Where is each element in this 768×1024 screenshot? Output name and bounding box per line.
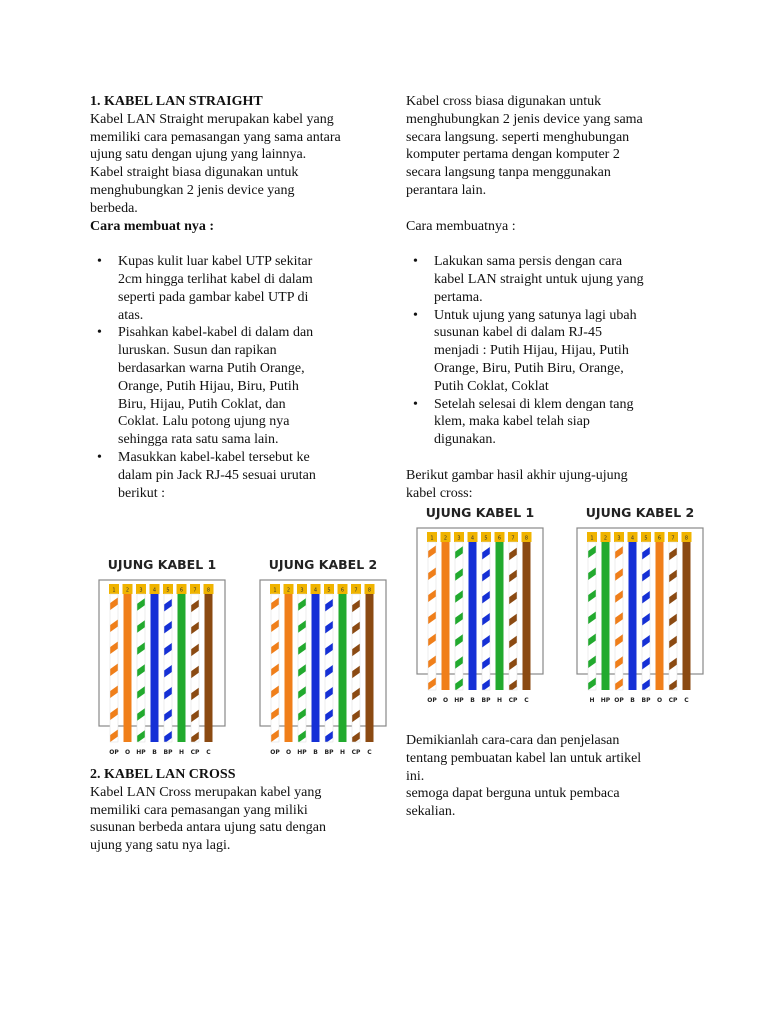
text-line: menghubungkan 2 jenis device yang sama (406, 111, 643, 127)
text-line: berikut : (118, 485, 166, 501)
pin-number: 3 (300, 587, 304, 594)
subheading-cara-membuat: Cara membuat nya : (90, 218, 215, 234)
wire-7 (352, 594, 360, 742)
wire-label: HP (136, 749, 146, 756)
text-line: komputer pertama dengan komputer 2 (406, 147, 620, 163)
wire-4 (151, 594, 159, 742)
cross-cable-diagram-2-svg (570, 500, 710, 710)
wire-5 (325, 594, 333, 742)
wire-8 (523, 542, 531, 690)
wire-4 (469, 542, 477, 690)
wire-1 (588, 542, 596, 690)
text-line: semoga dapat berguna untuk pembaca (406, 786, 620, 802)
list-item (406, 307, 706, 396)
text-line: • Setelah selesai di klem dengan tang (434, 396, 634, 412)
wire-label: B (313, 749, 318, 756)
wire-label: H (339, 749, 346, 756)
closing-text (406, 732, 706, 821)
text-line: • Masukkan kabel-kabel tersebut ke (118, 449, 310, 465)
wire-label: CP (668, 697, 678, 704)
wire-label: O (656, 697, 663, 704)
wire-label: BP (481, 697, 491, 704)
text-line: Coklat. Lalu potong ujung nya (118, 414, 290, 430)
text-line: dalam pin Jack RJ-45 sesuai urutan (118, 467, 316, 483)
wire-3 (615, 542, 623, 690)
wire-label: CP (351, 749, 361, 756)
text-line: berdasarkan warna Putih Orange, (118, 360, 305, 376)
left-column-top (90, 93, 380, 502)
pin-number: 5 (327, 587, 331, 594)
pin-number: 2 (603, 535, 608, 542)
wire-8 (683, 542, 691, 690)
wire-7 (191, 594, 199, 742)
right-column-bottom (406, 732, 706, 821)
wire-2 (602, 542, 610, 690)
wire-label: C (367, 749, 372, 756)
wire-4 (629, 542, 637, 690)
wire-label: C (206, 749, 211, 756)
cross-cable-diagram-2 (570, 500, 710, 710)
left-column-bottom (90, 766, 380, 855)
pin-number: 8 (524, 535, 529, 542)
text-line: memiliki cara pemasangan yang sama antara (90, 129, 341, 145)
pin-number: 1 (112, 587, 116, 594)
text-line: • Lakukan sama persis dengan cara (434, 254, 623, 270)
list-item (90, 253, 380, 324)
straight-cable-diagram-2 (253, 552, 393, 762)
wire-6 (496, 542, 504, 690)
text-line: luruskan. Susun dan rapikan (118, 343, 277, 359)
wire-label: OP (427, 697, 437, 704)
pin-number: 5 (484, 535, 488, 542)
wire-label: C (684, 697, 689, 704)
heading-straight: 1. KABEL LAN STRAIGHT (90, 94, 263, 109)
wire-label: O (285, 749, 292, 756)
diagram-title: UJUNG KABEL 1 (425, 505, 535, 520)
wire-7 (509, 542, 517, 690)
heading-cross: 2. KABEL LAN CROSS (90, 767, 236, 782)
diagram-title: UJUNG KABEL 1 (107, 557, 217, 572)
pin-number: 2 (286, 587, 291, 594)
pin-number: 1 (430, 535, 434, 542)
wire-label: B (470, 697, 475, 704)
text-line: Biru, Hijau, Putih Coklat, dan (118, 396, 286, 412)
text-line: Kabel cross biasa digunakan untuk (406, 94, 602, 109)
text-line: susunan kabel di dalam RJ-45 (434, 325, 602, 341)
wire-5 (642, 542, 650, 690)
pin-number: 5 (166, 587, 170, 594)
diagram-title: UJUNG KABEL 2 (268, 557, 378, 572)
text-line: ini. (406, 768, 425, 784)
wire-label: O (124, 749, 131, 756)
wire-label: BP (324, 749, 334, 756)
pin-number: 2 (125, 587, 130, 594)
text-line: tentang pembuatan kabel lan untuk artikel (406, 750, 642, 766)
cross-image-intro (406, 467, 706, 503)
pin-number: 7 (671, 535, 675, 542)
pin-number: 8 (684, 535, 689, 542)
pin-number: 4 (630, 535, 635, 542)
text-line: seperti pada gambar kabel UTP di (118, 289, 309, 305)
text-line: klem, maka kabel telah siap (434, 414, 590, 430)
text-line: sehingga rata satu sama lain. (118, 432, 279, 448)
wire-2 (124, 594, 132, 742)
wire-label: H (178, 749, 185, 756)
list-item (90, 324, 380, 449)
wire-3 (298, 594, 306, 742)
pin-number: 8 (367, 587, 372, 594)
text-line: menjadi : Putih Hijau, Hijau, Putih (434, 343, 629, 359)
wire-label: HP (297, 749, 307, 756)
pin-number: 7 (193, 587, 197, 594)
wire-label: O (442, 697, 449, 704)
text-line: Orange, Putih Hijau, Biru, Putih (118, 378, 299, 394)
cross-description (90, 784, 380, 855)
text-line: Kabel LAN Cross merupakan kabel yang (90, 784, 322, 800)
wire-label: BP (641, 697, 651, 704)
pin-number: 2 (443, 535, 448, 542)
text-line: digunakan. (434, 432, 496, 448)
subheading-cara-membuatnya: Cara membuatnya : (406, 218, 516, 234)
text-line: pertama. (434, 289, 483, 305)
straight-cable-diagram-2-svg (253, 552, 393, 762)
wire-6 (339, 594, 347, 742)
wire-1 (271, 594, 279, 742)
pin-number: 1 (590, 535, 594, 542)
straight-cable-diagram-1 (92, 552, 232, 762)
wire-5 (164, 594, 172, 742)
wire-label: OP (614, 697, 624, 704)
text-line: Orange, Biru, Putih Biru, Orange, (434, 360, 624, 376)
wire-label: BP (163, 749, 173, 756)
pin-number: 4 (313, 587, 318, 594)
straight-steps-list (90, 253, 380, 502)
pin-number: 5 (644, 535, 648, 542)
pin-number: 4 (152, 587, 157, 594)
text-line: secara langsung tanpa menggunakan (406, 165, 611, 181)
pin-number: 7 (354, 587, 358, 594)
wire-2 (442, 542, 450, 690)
wire-2 (285, 594, 293, 742)
text-line: ujung satu dengan ujung yang lainnya. (90, 147, 307, 163)
pin-number: 4 (470, 535, 475, 542)
wire-label: CP (190, 749, 200, 756)
list-item (406, 396, 706, 449)
wire-8 (366, 594, 374, 742)
text-line: • Untuk ujung yang satunya lagi ubah (434, 307, 637, 323)
pin-number: 6 (497, 535, 502, 542)
pin-number: 3 (617, 535, 621, 542)
wire-6 (178, 594, 186, 742)
text-line: Kabel LAN Straight merupakan kabel yang (90, 111, 334, 127)
text-line: • Pisahkan kabel-kabel di dalam dan (118, 325, 314, 341)
wire-label: CP (508, 697, 518, 704)
text-line: berbeda. (90, 200, 138, 216)
pin-number: 3 (457, 535, 461, 542)
text-line: memiliki cara pemasangan yang miliki (90, 802, 308, 818)
wire-3 (455, 542, 463, 690)
pin-number: 6 (340, 587, 345, 594)
text-line: Kabel straight biasa digunakan untuk (90, 165, 299, 181)
text-line: Putih Coklat, Coklat (434, 378, 549, 394)
pin-number: 7 (511, 535, 515, 542)
text-line: susunan berbeda antara ujung satu dengan (90, 820, 326, 836)
wire-label: B (630, 697, 635, 704)
wire-label: H (496, 697, 503, 704)
pin-number: 6 (657, 535, 662, 542)
pin-number: 3 (139, 587, 143, 594)
wire-8 (205, 594, 213, 742)
pin-number: 6 (179, 587, 184, 594)
wire-3 (137, 594, 145, 742)
text-line: perantara lain. (406, 182, 487, 198)
text-line: 2cm hingga terlihat kabel di dalam (118, 271, 313, 287)
list-item (406, 253, 706, 306)
wire-label: HP (600, 697, 611, 704)
wire-label: C (524, 697, 529, 704)
wire-label: B (152, 749, 157, 756)
wire-1 (428, 542, 436, 690)
wire-6 (656, 542, 664, 690)
straight-cable-diagram-1-svg (92, 552, 232, 762)
wire-7 (669, 542, 677, 690)
wire-label: H (589, 697, 595, 704)
text-line: Demikianlah cara-cara dan penjelasan (406, 733, 620, 748)
text-line: ujung yang satu nya lagi. (90, 838, 231, 854)
text-line: Berikut gambar hasil akhir ujung-ujung (406, 467, 628, 483)
wire-5 (482, 542, 490, 690)
text-line: menghubungkan 2 jenis device yang (90, 182, 295, 198)
text-line: kabel cross: (406, 485, 473, 501)
right-column-top (406, 93, 706, 502)
text-line: secara langsung. seperti menghubungan (406, 129, 630, 145)
pin-number: 8 (206, 587, 211, 594)
cross-steps-list (406, 253, 706, 449)
wire-label: HP (454, 697, 464, 704)
pin-number: 1 (273, 587, 277, 594)
cross-usage-text (406, 93, 706, 200)
straight-description (90, 111, 380, 218)
text-line: kabel LAN straight untuk ujung yang (434, 271, 644, 287)
list-item (90, 449, 380, 502)
cross-cable-diagram-1 (410, 500, 550, 710)
cross-cable-diagram-1-svg (410, 500, 550, 710)
wire-4 (312, 594, 320, 742)
wire-1 (110, 594, 118, 742)
wire-label: OP (109, 749, 119, 756)
wire-label: OP (270, 749, 280, 756)
text-line: sekalian. (406, 804, 456, 820)
text-line: • Kupas kulit luar kabel UTP sekitar (118, 254, 313, 270)
diagram-title: UJUNG KABEL 2 (585, 505, 695, 520)
text-line: atas. (118, 307, 144, 323)
